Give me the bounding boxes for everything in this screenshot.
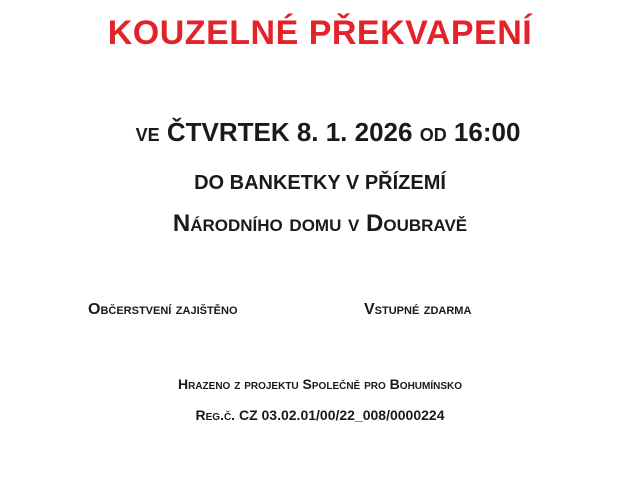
registration-number: Reg.č. CZ 03.02.01/00/22_008/0000224 (195, 407, 445, 423)
admission-note: Vstupné zdarma (364, 301, 472, 318)
funding-note: Hrazeno z projektu Společně pro Bohumínsko (177, 376, 463, 392)
event-venue-line-2: Národního domu v Doubravě (172, 210, 468, 237)
refreshments-note: Občerstvení zajištěno (88, 301, 238, 318)
event-date-line: ve ČTVRTEK 8. 1. 2026 od 16:00 (135, 117, 521, 147)
page-title: KOUZELNÉ PŘEKVAPENÍ (107, 14, 533, 52)
event-venue-line-1: DO BANKETKY V PŘÍZEMÍ (194, 172, 446, 194)
